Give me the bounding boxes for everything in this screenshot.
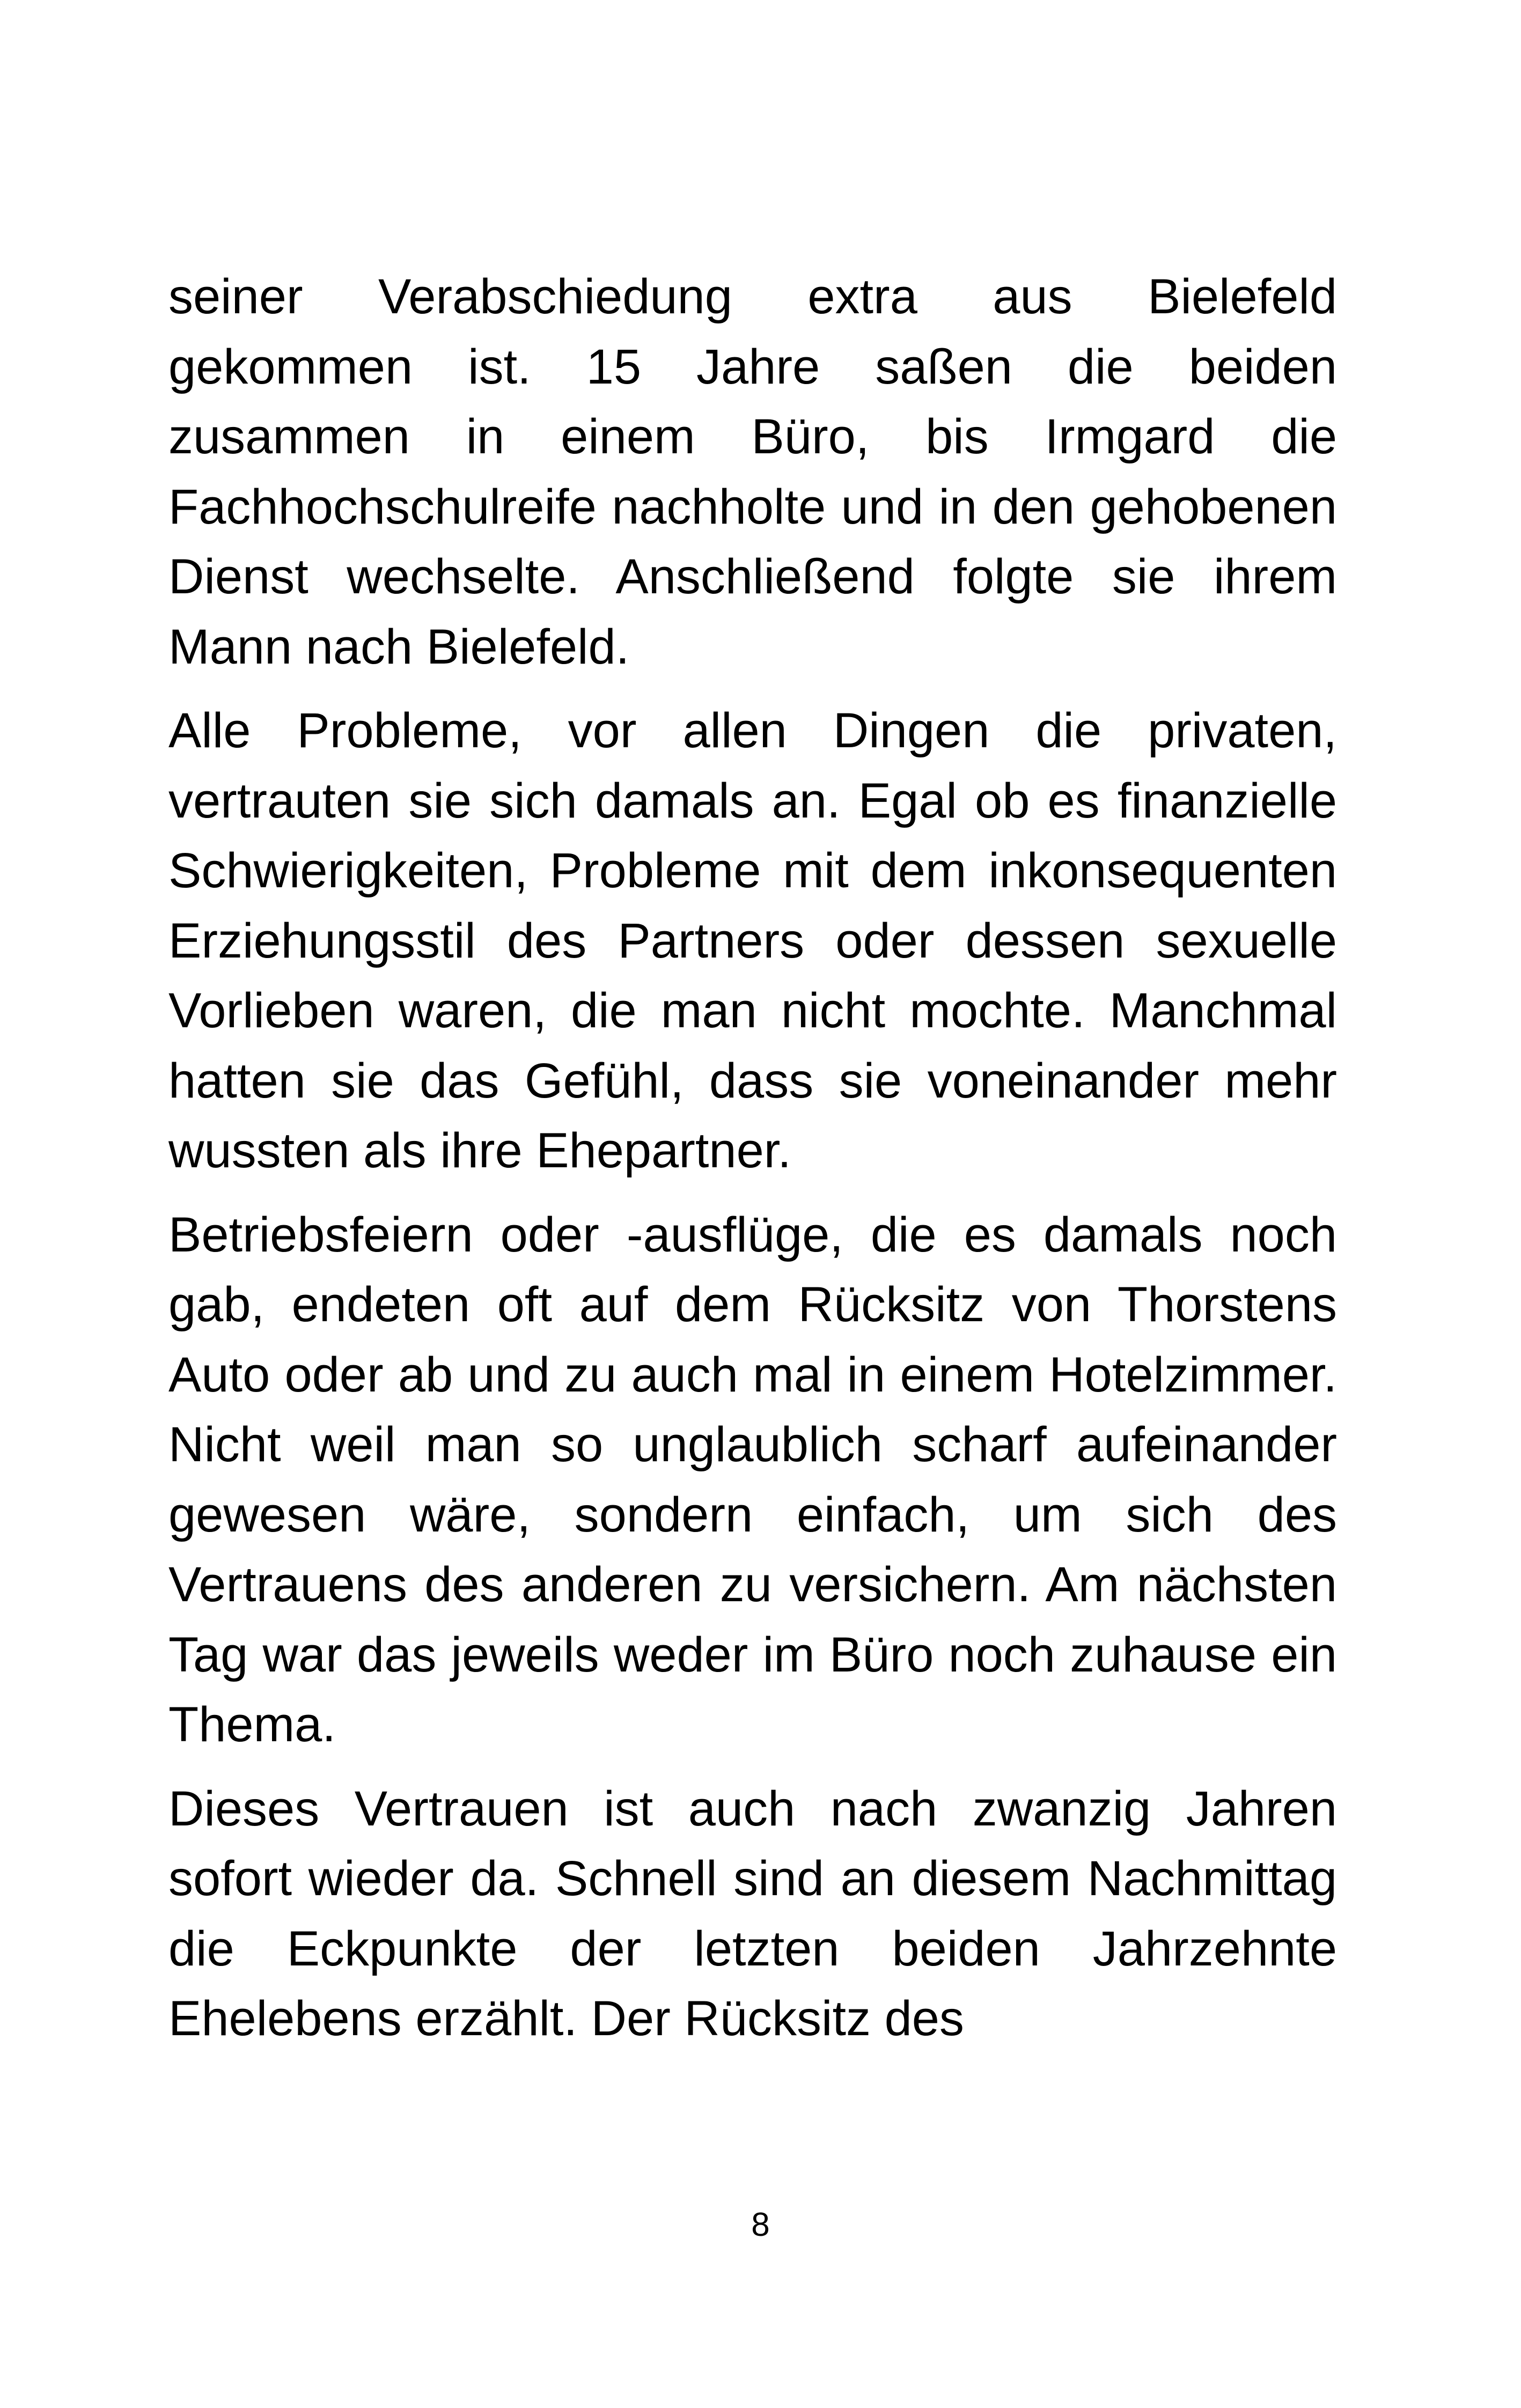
paragraph-2: Alle Probleme, vor allen Dingen die privaten, vertrauten sie sich damals an. Egal ob es finanzielle Schwierigkeiten, Probleme mit dem inkonsequenten Erziehungsstil des Partners oder dessen sexuelle Vorlieben waren, die man nicht mochte. Manchmal hatten sie das Gefühl, dass sie voneinander mehr wussten als ihre Ehepartner. — [168, 703, 1337, 1178]
page-number: 8 — [751, 2206, 770, 2243]
paragraph-4: Dieses Vertrauen ist auch nach zwanzig Jahren sofort wieder da. Schnell sind an diesem Nachmittag die Eckpunkte der letzten beiden Jahrzehnte Ehelebens erzählt. Der Rücksitz des — [168, 1781, 1337, 2046]
paragraph-1: seiner Verabschiedung extra aus Bielefeld gekommen ist. 15 Jahre saßen die beiden zusammen in einem Büro, bis Irmgard die Fachhochschulreife nachholte und in den gehobenen Dienst wechselte. Anschließend folgte sie ihrem Mann nach Bielefeld. — [168, 269, 1337, 674]
body-text — [168, 262, 1337, 2068]
paragraph-3: Betriebsfeiern oder -ausflüge, die es damals noch gab, endeten oft auf dem Rücksitz von Thorstens Auto oder ab und zu auch mal in einem Hotelzimmer. Nicht weil man so unglaublich scharf aufeinander gewesen wäre, sondern einfach, um sich des Vertrauens des anderen zu versichern. Am nächsten Tag war das jeweils weder im Büro noch zuhause ein Thema. — [168, 1207, 1337, 1752]
